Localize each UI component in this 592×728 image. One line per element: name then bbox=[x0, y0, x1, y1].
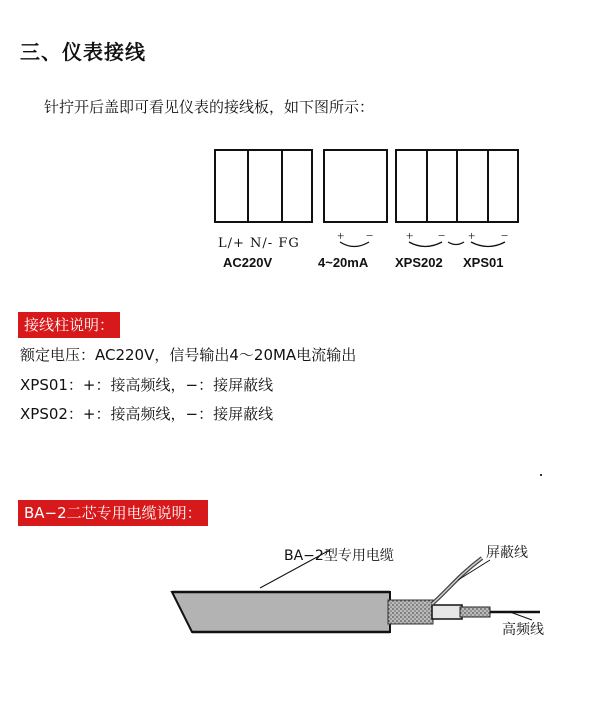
signal-terminal-block bbox=[324, 150, 387, 222]
xps01-line: XPS01：+：接高频线，−：接屏蔽线 bbox=[20, 376, 274, 394]
cable-diagram bbox=[160, 540, 580, 650]
cable-insulation bbox=[432, 605, 462, 619]
xps202-plus: + bbox=[406, 228, 414, 243]
rated-voltage-line: 额定电压：AC220V，信号输出4～20MA电流输出 bbox=[20, 346, 357, 364]
xps202-label: XPS202 bbox=[395, 255, 443, 270]
xps202-minus: − bbox=[438, 228, 446, 243]
shield-label: 屏蔽线 bbox=[486, 545, 528, 561]
intro-text: 针拧开后盖即可看见仪表的接线板，如下图所示： bbox=[44, 98, 375, 116]
cable-jacket bbox=[172, 592, 390, 632]
xps02-line: XPS02：+：接高频线，−：接屏蔽线 bbox=[20, 405, 274, 423]
power-terminal-block bbox=[215, 150, 312, 222]
core-label: 高频线 bbox=[502, 622, 544, 638]
stray-dot bbox=[540, 474, 542, 476]
power-label: AC220V bbox=[223, 255, 273, 270]
wiring-notes-heading: 接线柱说明： bbox=[18, 312, 120, 338]
cable-braid bbox=[388, 600, 433, 624]
cable-inner bbox=[460, 607, 490, 617]
xps-terminal-block bbox=[396, 150, 518, 222]
signal-minus: − bbox=[366, 228, 374, 243]
power-terminal-labels: L/+ N/- FG bbox=[218, 236, 300, 251]
cable-heading: BA−2二芯专用电缆说明： bbox=[18, 500, 208, 526]
xps01-minus: − bbox=[501, 228, 509, 243]
signal-label: 4~20mA bbox=[318, 255, 369, 270]
cable-name-label: BA−2型专用电缆 bbox=[284, 548, 394, 564]
section-title: 三、仪表接线 bbox=[20, 40, 146, 64]
xps01-label: XPS01 bbox=[463, 255, 504, 270]
terminal-diagram bbox=[206, 143, 526, 278]
xps01-plus: + bbox=[468, 228, 476, 243]
signal-plus: + bbox=[337, 228, 345, 243]
polarity-connectors bbox=[340, 242, 505, 247]
